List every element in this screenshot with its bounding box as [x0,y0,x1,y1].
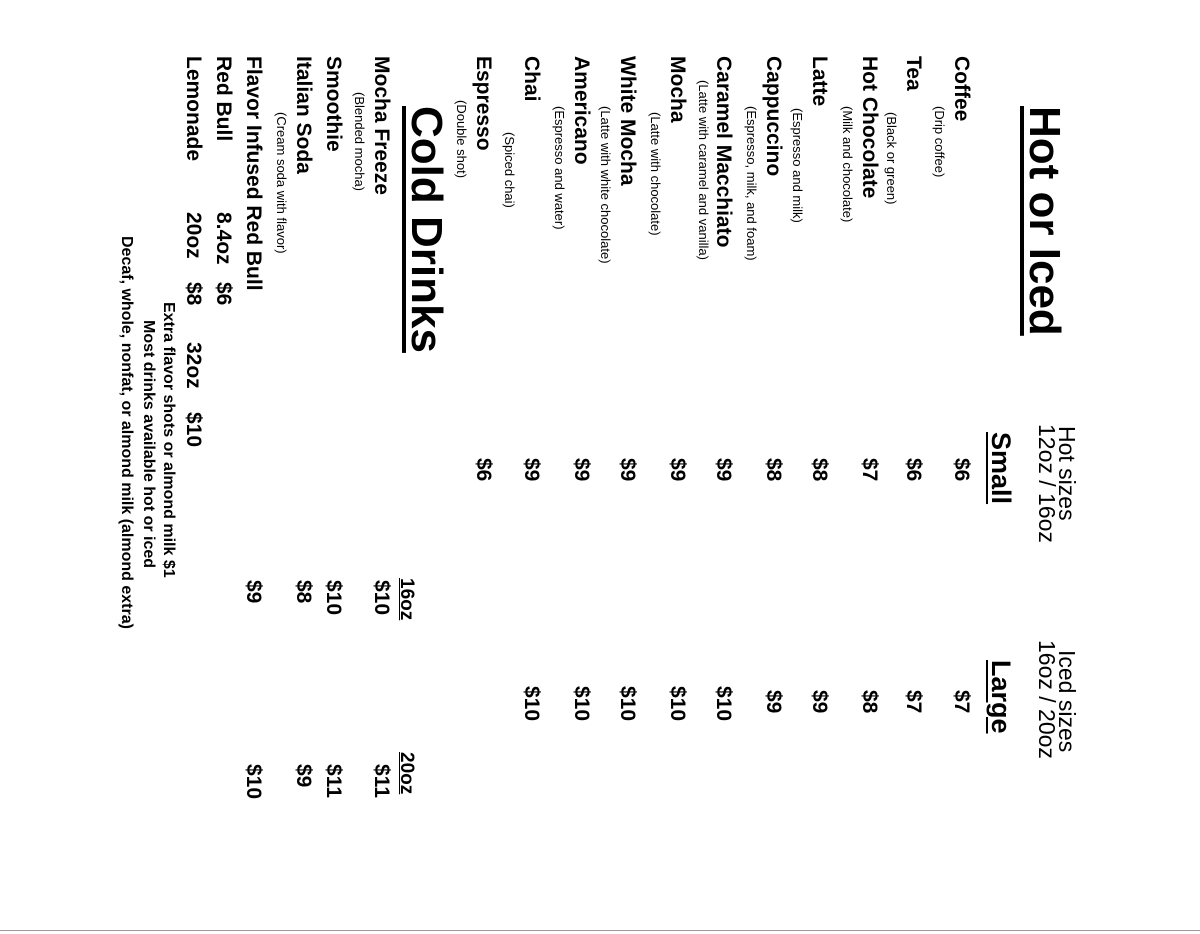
small-price: $9 [616,458,639,482]
lemonade-price-32: $10 [182,412,205,448]
menu-item-name: Mocha Freeze [370,56,393,195]
page-edge-divider [0,930,1200,931]
large-price: $10 [616,686,639,722]
cold-drinks-title: Cold Drinks [402,106,451,353]
small-price: $9 [712,458,735,482]
iced-sizes-value: 16oz / 20oz [1034,640,1060,759]
menu-item-description: (Blended mocha) [352,92,367,191]
menu-item-name: Espresso [472,56,495,151]
menu-item-name: Coffee [950,56,973,122]
price-20oz: $10 [242,764,265,800]
lemonade-size-20: 20oz [182,212,205,259]
large-price: $7 [902,690,925,714]
small-column-header: Small [986,432,1016,505]
menu-item-description: (Espresso and milk) [790,108,805,223]
menu-item-description: (Latte with caramel and vanilla) [696,80,711,260]
small-price: $6 [902,458,925,482]
menu-item-description: (Latte with white chocolate) [598,106,613,264]
menu-item-name: White Mocha [616,56,639,186]
small-price: $6 [472,458,495,482]
small-price: $7 [858,458,881,482]
large-price: $10 [712,686,735,722]
red-bull-price: $6 [212,282,235,306]
menu-item-description: (Espresso, milk, and foam) [744,106,759,261]
menu-item-name: Smoothie [322,56,345,152]
menu-item-name: Hot Chocolate [858,56,881,199]
price-16oz: $10 [370,580,393,616]
large-column-header: Large [986,660,1016,734]
large-price: $10 [666,686,689,722]
small-price: $9 [666,458,689,482]
menu-item-description: (Spiced chai) [502,132,517,208]
menu-item-description: (Black or green) [884,112,899,205]
large-price: $9 [762,690,785,714]
menu-item-name: Latte [808,56,831,107]
small-price: $8 [762,458,785,482]
price-16oz: $8 [292,580,315,604]
small-price: $8 [808,458,831,482]
small-price: $6 [950,458,973,482]
col-20oz-header: 20oz [396,752,417,795]
menu-item-name: Flavor Infused Red Bull [242,56,265,291]
menu-item-description: (Double shot) [454,100,469,179]
menu-item-name: Mocha [666,56,689,123]
red-bull-size: 8.4oz [212,212,235,265]
small-price: $9 [570,458,593,482]
large-price: $9 [808,690,831,714]
large-price: $7 [950,690,973,714]
menu-item-name: Italian Soda [292,56,315,174]
menu-item-description: (Latte with chocolate) [648,112,663,236]
red-bull-name: Red Bull [212,56,235,142]
note-extra-flavor: Extra flavor shots or almond milk $1 [160,302,177,578]
price-20oz: $9 [292,764,315,788]
menu-item-description: (Drip coffee) [932,106,947,178]
large-price: $10 [520,686,543,722]
note-hot-or-iced: Most drinks available hot or iced [140,320,157,569]
price-16oz: $9 [242,580,265,604]
menu-item-name: Tea [902,56,925,91]
large-price: $8 [858,690,881,714]
menu-item-description: (Cream soda with flavor) [274,112,289,254]
menu-item-description: (Espresso and water) [552,106,567,230]
small-price: $9 [520,458,543,482]
large-price: $10 [570,686,593,722]
price-16oz: $10 [322,580,345,616]
lemonade-price-20: $8 [182,282,205,306]
lemonade-size-32: 32oz [182,342,205,389]
price-20oz: $11 [322,764,345,798]
hot-sizes-value: 12oz / 16oz [1034,424,1060,543]
menu-item-name: Americano [570,56,593,165]
price-20oz: $11 [370,764,393,798]
menu-item-name: Caramel Macchiato [712,56,735,248]
hot-sizes-label: Hot sizes [1054,426,1080,521]
lemonade-name: Lemonade [182,56,205,162]
note-milk-options: Decaf, whole, nonfat, or almond milk (almond extra) [118,236,135,629]
iced-sizes-label: Iced sizes [1054,650,1080,753]
hot-or-iced-title: Hot or Iced [1020,106,1069,336]
menu-item-name: Cappuccino [762,56,785,177]
menu-item-description: (Milk and chocolate) [840,106,855,223]
col-16oz-header: 16oz [396,578,417,621]
menu-item-name: Chai [520,56,543,102]
